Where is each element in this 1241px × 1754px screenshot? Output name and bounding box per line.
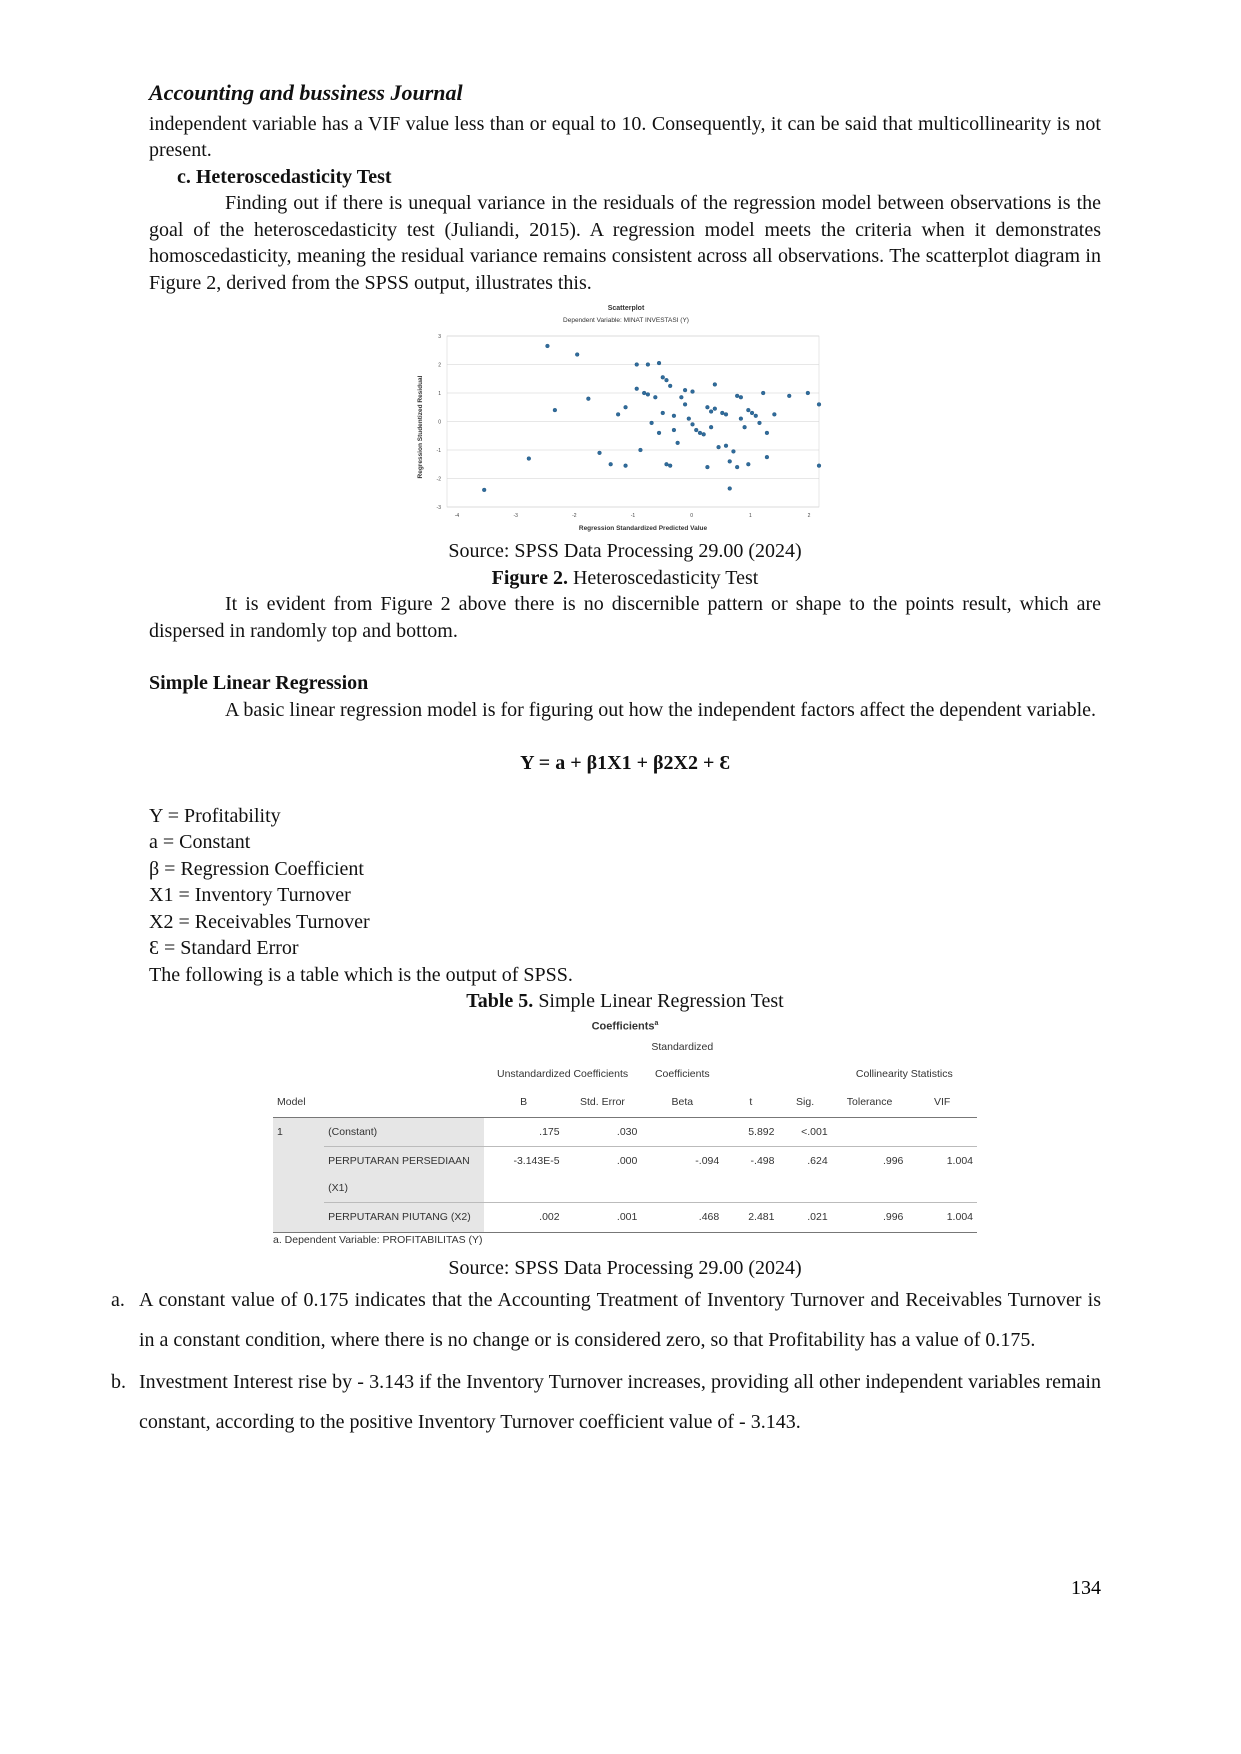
header-tolerance: Tolerance bbox=[846, 1096, 893, 1109]
data-point bbox=[787, 394, 791, 398]
header-collinearity: Collinearity Statistics bbox=[855, 1067, 953, 1080]
y-tick-label: -2 bbox=[436, 476, 441, 483]
chart-title: Scatterplot bbox=[607, 305, 645, 312]
definition-list bbox=[149, 803, 1101, 962]
header-unstandardized: Unstandardized Coefficients bbox=[497, 1067, 629, 1080]
data-point bbox=[739, 395, 743, 399]
data-point bbox=[743, 425, 747, 429]
table-footnote: a. Dependent Variable: PROFITABILITAS (Y) bbox=[273, 1233, 483, 1246]
chart-xlabel: Regression Standardized Predicted Value bbox=[578, 525, 708, 532]
cell-se: .000 bbox=[616, 1155, 638, 1168]
y-tick-label: 1 bbox=[438, 391, 441, 397]
cell-se: .030 bbox=[616, 1125, 638, 1138]
x-tick-label: 1 bbox=[748, 513, 752, 519]
data-point bbox=[586, 397, 590, 401]
scatterplot-figure bbox=[415, 302, 835, 534]
model-number: 1 bbox=[273, 1117, 324, 1232]
data-point bbox=[546, 344, 550, 348]
data-point bbox=[739, 417, 743, 421]
interpretation-list bbox=[111, 1281, 1101, 1442]
data-point bbox=[665, 462, 669, 466]
data-point bbox=[661, 375, 665, 379]
table-row bbox=[273, 1147, 977, 1203]
table-intro: The following is a table which is the output of SPSS. bbox=[149, 963, 573, 986]
coefficients-table bbox=[273, 1033, 977, 1233]
data-point bbox=[639, 448, 643, 452]
data-point bbox=[772, 412, 776, 416]
list-item-text: A constant value of 0.175 indicates that the Accounting Treatment of Inventory Turnover and Receivables Turnover is in a constant condition, where there is no change or is considered zero, so that Profitability has a value of 0.175. bbox=[139, 1289, 1101, 1351]
y-tick-label: -1 bbox=[436, 448, 441, 454]
data-point bbox=[527, 457, 531, 461]
data-point bbox=[717, 445, 721, 449]
cell-tolerance: .996 bbox=[882, 1211, 904, 1224]
header-std-error: Std. Error bbox=[580, 1096, 625, 1109]
cell-tolerance bbox=[832, 1117, 908, 1147]
row-label: PERPUTARAN PERSEDIAAN (X1) bbox=[324, 1147, 484, 1203]
x-tick-label: -1 bbox=[630, 513, 636, 519]
cell-sig: .624 bbox=[807, 1155, 828, 1168]
cell-beta: .468 bbox=[698, 1211, 720, 1224]
data-point bbox=[672, 428, 676, 432]
intro-paragraph: independent variable has a VIF value less than or equal to 10. Consequently, it can be said that multicollinearity is not present. bbox=[149, 112, 1101, 161]
data-point bbox=[706, 405, 710, 409]
data-point bbox=[746, 462, 750, 466]
spss-table-title bbox=[149, 1017, 1101, 1034]
x-tick-label: -4 bbox=[454, 513, 460, 519]
x-tick-label: 2 bbox=[807, 513, 811, 519]
journal-title: Accounting and bussiness Journal bbox=[149, 80, 463, 105]
chart-ylabel: Regression Studentized Residual bbox=[417, 375, 424, 479]
data-point bbox=[709, 410, 713, 414]
table-subheader-row bbox=[273, 1088, 977, 1117]
data-point bbox=[706, 465, 710, 469]
table-source: Source: SPSS Data Processing 29.00 (2024) bbox=[448, 1256, 802, 1279]
list-item-label: a. bbox=[111, 1289, 125, 1312]
data-point bbox=[679, 395, 683, 399]
data-point bbox=[635, 387, 639, 391]
cell-sig: .021 bbox=[807, 1211, 828, 1224]
data-point bbox=[553, 408, 557, 412]
data-point bbox=[609, 462, 613, 466]
x-tick-label: -2 bbox=[572, 513, 577, 519]
cell-b: .175 bbox=[539, 1125, 560, 1138]
data-point bbox=[724, 444, 728, 448]
definition-item: Y = Profitability bbox=[149, 804, 281, 827]
figure-discussion: It is evident from Figure 2 above there is no discernible pattern or shape to the points result, which are dispersed in randomly top and bottom. bbox=[149, 593, 1101, 642]
data-point bbox=[817, 464, 821, 468]
data-point bbox=[646, 393, 650, 397]
data-point bbox=[758, 421, 762, 425]
cell-t: -.498 bbox=[750, 1155, 775, 1168]
section-heading-regression: Simple Linear Regression bbox=[149, 672, 369, 694]
data-point bbox=[698, 431, 702, 435]
definition-item: X1 = Inventory Turnover bbox=[149, 884, 351, 906]
data-point bbox=[683, 388, 687, 392]
data-point bbox=[765, 431, 769, 435]
header-vif: VIF bbox=[934, 1096, 951, 1109]
section-heading-heteroscedasticity: c. Heteroscedasticity Test bbox=[177, 165, 392, 188]
heteroscedasticity-paragraph: Finding out if there is unequal variance in the residuals of the regression model between observations is the goal of the heteroscedasticity test (Juliandi, 2015). A regression model meets the criteria when it demonstrates homoscedasticity, meaning the residual variance remains consistent across all observations. The scatterplot diagram in Figure 2, derived from the SPSS output, illustrates this. bbox=[149, 192, 1101, 294]
data-point bbox=[691, 422, 695, 426]
cell-t: 2.481 bbox=[748, 1211, 775, 1224]
data-point bbox=[735, 465, 739, 469]
cell-b: .002 bbox=[539, 1211, 560, 1224]
x-tick-label: -3 bbox=[513, 513, 518, 519]
figure-label: Figure 2. bbox=[491, 566, 568, 589]
x-tick-label: 0 bbox=[690, 513, 694, 519]
header-t: t bbox=[749, 1096, 753, 1109]
data-point bbox=[806, 391, 810, 395]
spss-title-text: Coefficients bbox=[591, 1020, 655, 1033]
data-point bbox=[668, 384, 672, 388]
cell-b: -3.143E-5 bbox=[513, 1155, 560, 1168]
data-point bbox=[672, 414, 676, 418]
cell-vif bbox=[907, 1117, 977, 1147]
y-tick-label: 3 bbox=[438, 334, 441, 340]
data-point bbox=[598, 451, 602, 455]
data-point bbox=[765, 455, 769, 459]
data-point bbox=[665, 378, 669, 382]
definition-item: β = Regression Coefficient bbox=[149, 857, 364, 880]
data-point bbox=[653, 395, 657, 399]
data-point bbox=[713, 407, 717, 411]
header-model: Model bbox=[277, 1096, 306, 1109]
data-point bbox=[657, 431, 661, 435]
figure-source: Source: SPSS Data Processing 29.00 (2024) bbox=[448, 540, 802, 562]
row-label: PERPUTARAN PIUTANG (X2) bbox=[324, 1203, 484, 1233]
data-point bbox=[624, 464, 628, 468]
table-caption bbox=[149, 988, 1101, 1015]
regression-equation: Y = a + β1X1 + β2X2 + Ɛ bbox=[520, 752, 730, 774]
table-label: Table 5. bbox=[466, 990, 534, 1012]
data-point bbox=[635, 363, 639, 367]
data-point bbox=[817, 403, 821, 407]
header-sig: Sig. bbox=[796, 1096, 815, 1109]
data-point bbox=[694, 428, 698, 432]
data-point bbox=[720, 411, 724, 415]
data-point bbox=[642, 391, 646, 395]
cell-sig: <.001 bbox=[801, 1125, 828, 1138]
cell-se: .001 bbox=[616, 1211, 638, 1224]
y-tick-label: 2 bbox=[438, 362, 441, 369]
data-point bbox=[482, 488, 486, 492]
data-point bbox=[724, 412, 728, 416]
table-row bbox=[273, 1117, 977, 1147]
header-b: B bbox=[520, 1096, 528, 1109]
cell-beta bbox=[641, 1117, 723, 1147]
figure-caption-text: Heteroscedasticity Test bbox=[567, 566, 759, 589]
cell-vif: 1.004 bbox=[946, 1155, 973, 1168]
definition-item: Ɛ = Standard Error bbox=[149, 937, 299, 959]
list-item-text: Investment Interest rise by - 3.143 if the Inventory Turnover increases, providing all other independent variables remain constant, according to the positive Inventory Turnover coefficient value of - 3.143. bbox=[139, 1371, 1101, 1433]
cell-beta: -.094 bbox=[695, 1155, 720, 1168]
data-point bbox=[761, 391, 765, 395]
cell-t: 5.892 bbox=[748, 1125, 775, 1138]
data-point bbox=[709, 425, 713, 429]
table-row bbox=[273, 1203, 977, 1233]
data-point bbox=[746, 408, 750, 412]
data-point bbox=[657, 361, 661, 365]
list-item-label: b. bbox=[111, 1371, 126, 1394]
data-point bbox=[624, 405, 628, 409]
data-point bbox=[650, 421, 654, 425]
figure-caption bbox=[149, 565, 1101, 592]
data-point bbox=[728, 487, 732, 491]
data-point bbox=[735, 394, 739, 398]
paper-page bbox=[111, 80, 1101, 1442]
data-point bbox=[713, 383, 717, 387]
data-point bbox=[702, 432, 706, 436]
data-point bbox=[687, 417, 691, 421]
data-point bbox=[676, 441, 680, 445]
definition-item: a = Constant bbox=[149, 831, 251, 853]
y-tick-label: 0 bbox=[438, 419, 441, 426]
list-item bbox=[111, 1281, 1101, 1360]
y-tick-label: -3 bbox=[436, 505, 441, 511]
data-point bbox=[646, 363, 650, 367]
regression-paragraph: A basic linear regression model is for figuring out how the independent factors affect the dependent variable. bbox=[225, 698, 1097, 721]
row-label: (Constant) bbox=[324, 1117, 484, 1147]
definition-item: X2 = Receivables Turnover bbox=[149, 910, 370, 933]
data-point bbox=[661, 411, 665, 415]
data-point bbox=[691, 390, 695, 394]
data-point bbox=[575, 353, 579, 357]
cell-vif: 1.004 bbox=[946, 1211, 973, 1224]
data-point bbox=[754, 414, 758, 418]
cell-tolerance: .996 bbox=[882, 1155, 904, 1168]
data-point bbox=[728, 460, 732, 464]
spss-title-footnote-mark: a bbox=[654, 1019, 659, 1027]
chart-subtitle: Dependent Variable: MINAT INVESTASI (Y) bbox=[563, 317, 689, 324]
data-point bbox=[616, 412, 620, 416]
table-caption-text: Simple Linear Regression Test bbox=[533, 990, 784, 1012]
header-beta: Beta bbox=[671, 1096, 694, 1109]
data-point bbox=[683, 403, 687, 407]
data-point bbox=[732, 450, 736, 454]
page-number: 134 bbox=[1071, 1577, 1101, 1599]
table-header-row bbox=[273, 1033, 977, 1088]
data-point bbox=[668, 464, 672, 468]
list-item bbox=[111, 1363, 1101, 1442]
header-standardized: Standardized Coefficients bbox=[651, 1041, 714, 1080]
data-point bbox=[750, 411, 754, 415]
